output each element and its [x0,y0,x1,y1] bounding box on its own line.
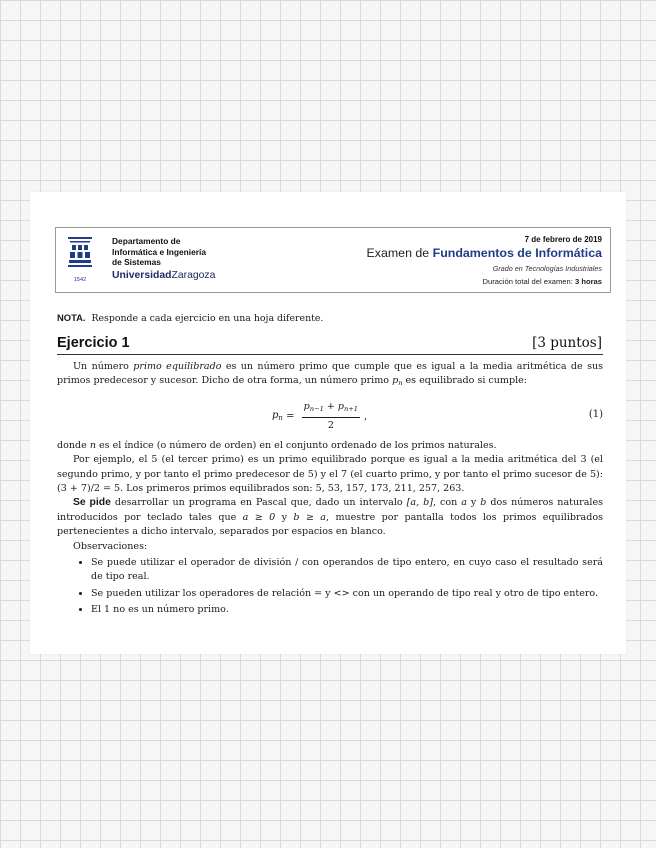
exercise-divider [57,354,603,355]
observation-item: • El 1 no es un número primo. [91,603,603,617]
observation-item: • Se pueden utilizar los operadores de relación = y <> con un operando de tipo real y otro de tipo entero. [91,587,603,601]
equation-block [57,391,603,439]
exam-title: Examen de Fundamentos de Informática [366,246,602,260]
observations-title: Observaciones: [73,540,148,552]
exercise-title: Ejercicio 1 [57,335,130,351]
exam-page [30,192,626,654]
university-name: UniversidadZaragoza [112,270,216,281]
exam-degree: Grado en Tecnologías Industriales [492,264,602,273]
exam-header [55,227,611,293]
university-logo-icon [64,235,96,285]
exam-date: 7 de febrero de 2019 [524,235,602,244]
equation: $p_n$ = $\frac{p_{n-1} + p_{n+1}}{2}$ , [272,400,368,432]
exam-subject: Fundamentos de Informática [432,246,602,260]
svg-text:1542: 1542 [73,277,87,283]
observation-item: • Se puede utilizar el operador de división / con operandos de tipo entero, en cuyo caso el resultado será de tipo real. [91,556,603,585]
paragraph-index: donde n es el índice (o número de orden) en el conjunto ordenado de los primos naturales. [57,439,497,451]
paragraph-definition: Un número primo equilibrado es un número primo que cumple que es igual a la media aritmética de sus primos predecesor y sucesor. Dicho de otra forma, un número primo $p_n$ es equilibrado si cumple: [57,361,604,388]
observations-list [57,556,603,618]
exercise-points: [3 puntos] [532,335,602,351]
note-text: Responde a cada ejercicio en una hoja diferente. [91,313,324,324]
paragraph-task: Se pide desarrollar un programa en Pascal que, dado un intervalo [a, b], con a y b dos números naturales introducidos por teclado tales que a ≥ 0 y b ≥ a, muestre por pantalla todos los primos equilibrados pertenecientes a dicho intervalo, separados por espacios en blanco. [57,497,603,538]
paragraph-example: Por ejemplo, el 5 (el tercer primo) es un primo equilibrado porque es igual a la media aritmética del 3 (el segundo primo, y por tanto el primo predecesor de 5) y el 7 (el cuarto primo, y por tanto el primo sucesor de 5): (3 + 7)/2 = 5. Los primeros primos equilibrados son: 5, 53, 157, 173, 211, 257, 263. [57,454,603,495]
note [57,312,323,324]
exercise-body [57,360,603,620]
equation-number: (1) [588,408,603,420]
department-name: Departamento de Informática e Ingeniería de Sistemas [112,236,207,267]
exam-duration: Duración total del examen: 3 horas [482,277,602,286]
note-label: NOTA. [57,312,86,323]
